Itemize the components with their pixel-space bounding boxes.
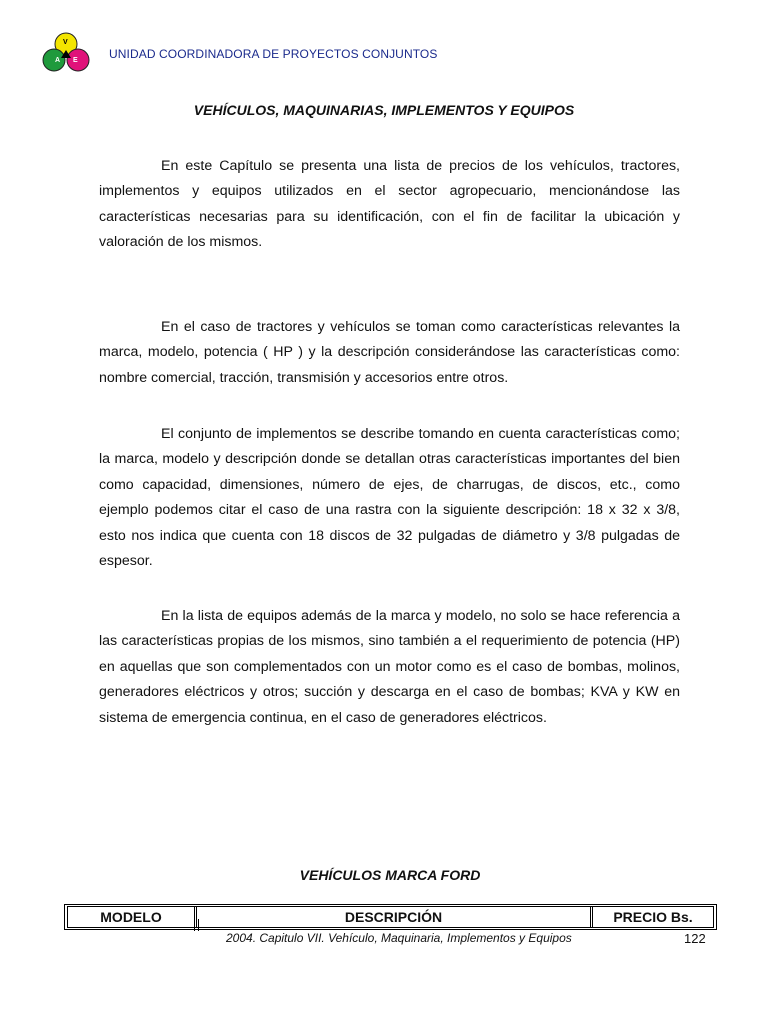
section-title: VEHÍCULOS MARCA FORD — [299, 867, 481, 883]
paragraph-intro: En este Capítulo se presenta una lista de precios de los vehículos, tractores, implementos y equipos utilizados en el sector agropecuario, mencionándose las características necesarias para su identificación, con el fin de facilitar la ubicación y valoración de los mismos. — [99, 158, 680, 251]
column-header-price: PRECIO Bs. — [590, 907, 713, 927]
logo-circle-green — [43, 49, 65, 71]
page-footer: 2004. Capitulo VII. Vehículo, Maquinaria, Implementos y Equipos — [226, 931, 572, 945]
paragraph-implements: El conjunto de implementos se describe tomando en cuenta características como; la marca, modelo y descripción donde se detallan otras características importantes del bien como capacidad, dimensiones, número de ejes, de charrugas, de discos, etc., como ejemplo podemos citar el caso de una rastra con la siguiente descripción: 18 x 32 x 3/8, esto nos indica que cuenta con 18 discos de 32 pulgadas de diámetro y 3/8 pulgadas de espesor. — [99, 426, 680, 570]
column-header-model: MODELO — [100, 909, 162, 925]
column-separator-mark — [194, 919, 199, 931]
logo-letter-a: A — [55, 57, 61, 64]
page-title: VEHÍCULOS, MAQUINARIAS, IMPLEMENTOS Y EQUIPOS — [193, 102, 575, 118]
paragraph-equipment: En la lista de equipos además de la marca y modelo, no solo se hace referencia a las características propias de los mismos, sino también a el requerimiento de potencia (HP) en aquellas que son complementados con un motor como es el caso de bombas, molinos, generadores eléctricos y otros; succión y descarga en el caso de bombas; KVA y KW en sistema de emergencia continua, en el caso de generadores eléctricos. — [99, 608, 680, 726]
paragraph-tractors: En el caso de tractores y vehículos se toman como características relevantes la marca, modelo, potencia ( HP ) y la descripción considerándose las características como: nombre comercial, tracción, transmisión y accesorios entre otros. — [99, 319, 680, 386]
logo-circle-magenta — [67, 49, 89, 71]
org-logo — [40, 32, 92, 72]
column-header-description: DESCRIPCIÓN — [194, 907, 590, 927]
logo-letter-e: E — [73, 57, 78, 64]
page-number: 122 — [684, 931, 706, 946]
logo-letter-v: V — [63, 39, 68, 46]
price-table-header — [64, 904, 717, 930]
org-name: UNIDAD COORDINADORA DE PROYECTOS CONJUNTOS — [109, 47, 438, 61]
